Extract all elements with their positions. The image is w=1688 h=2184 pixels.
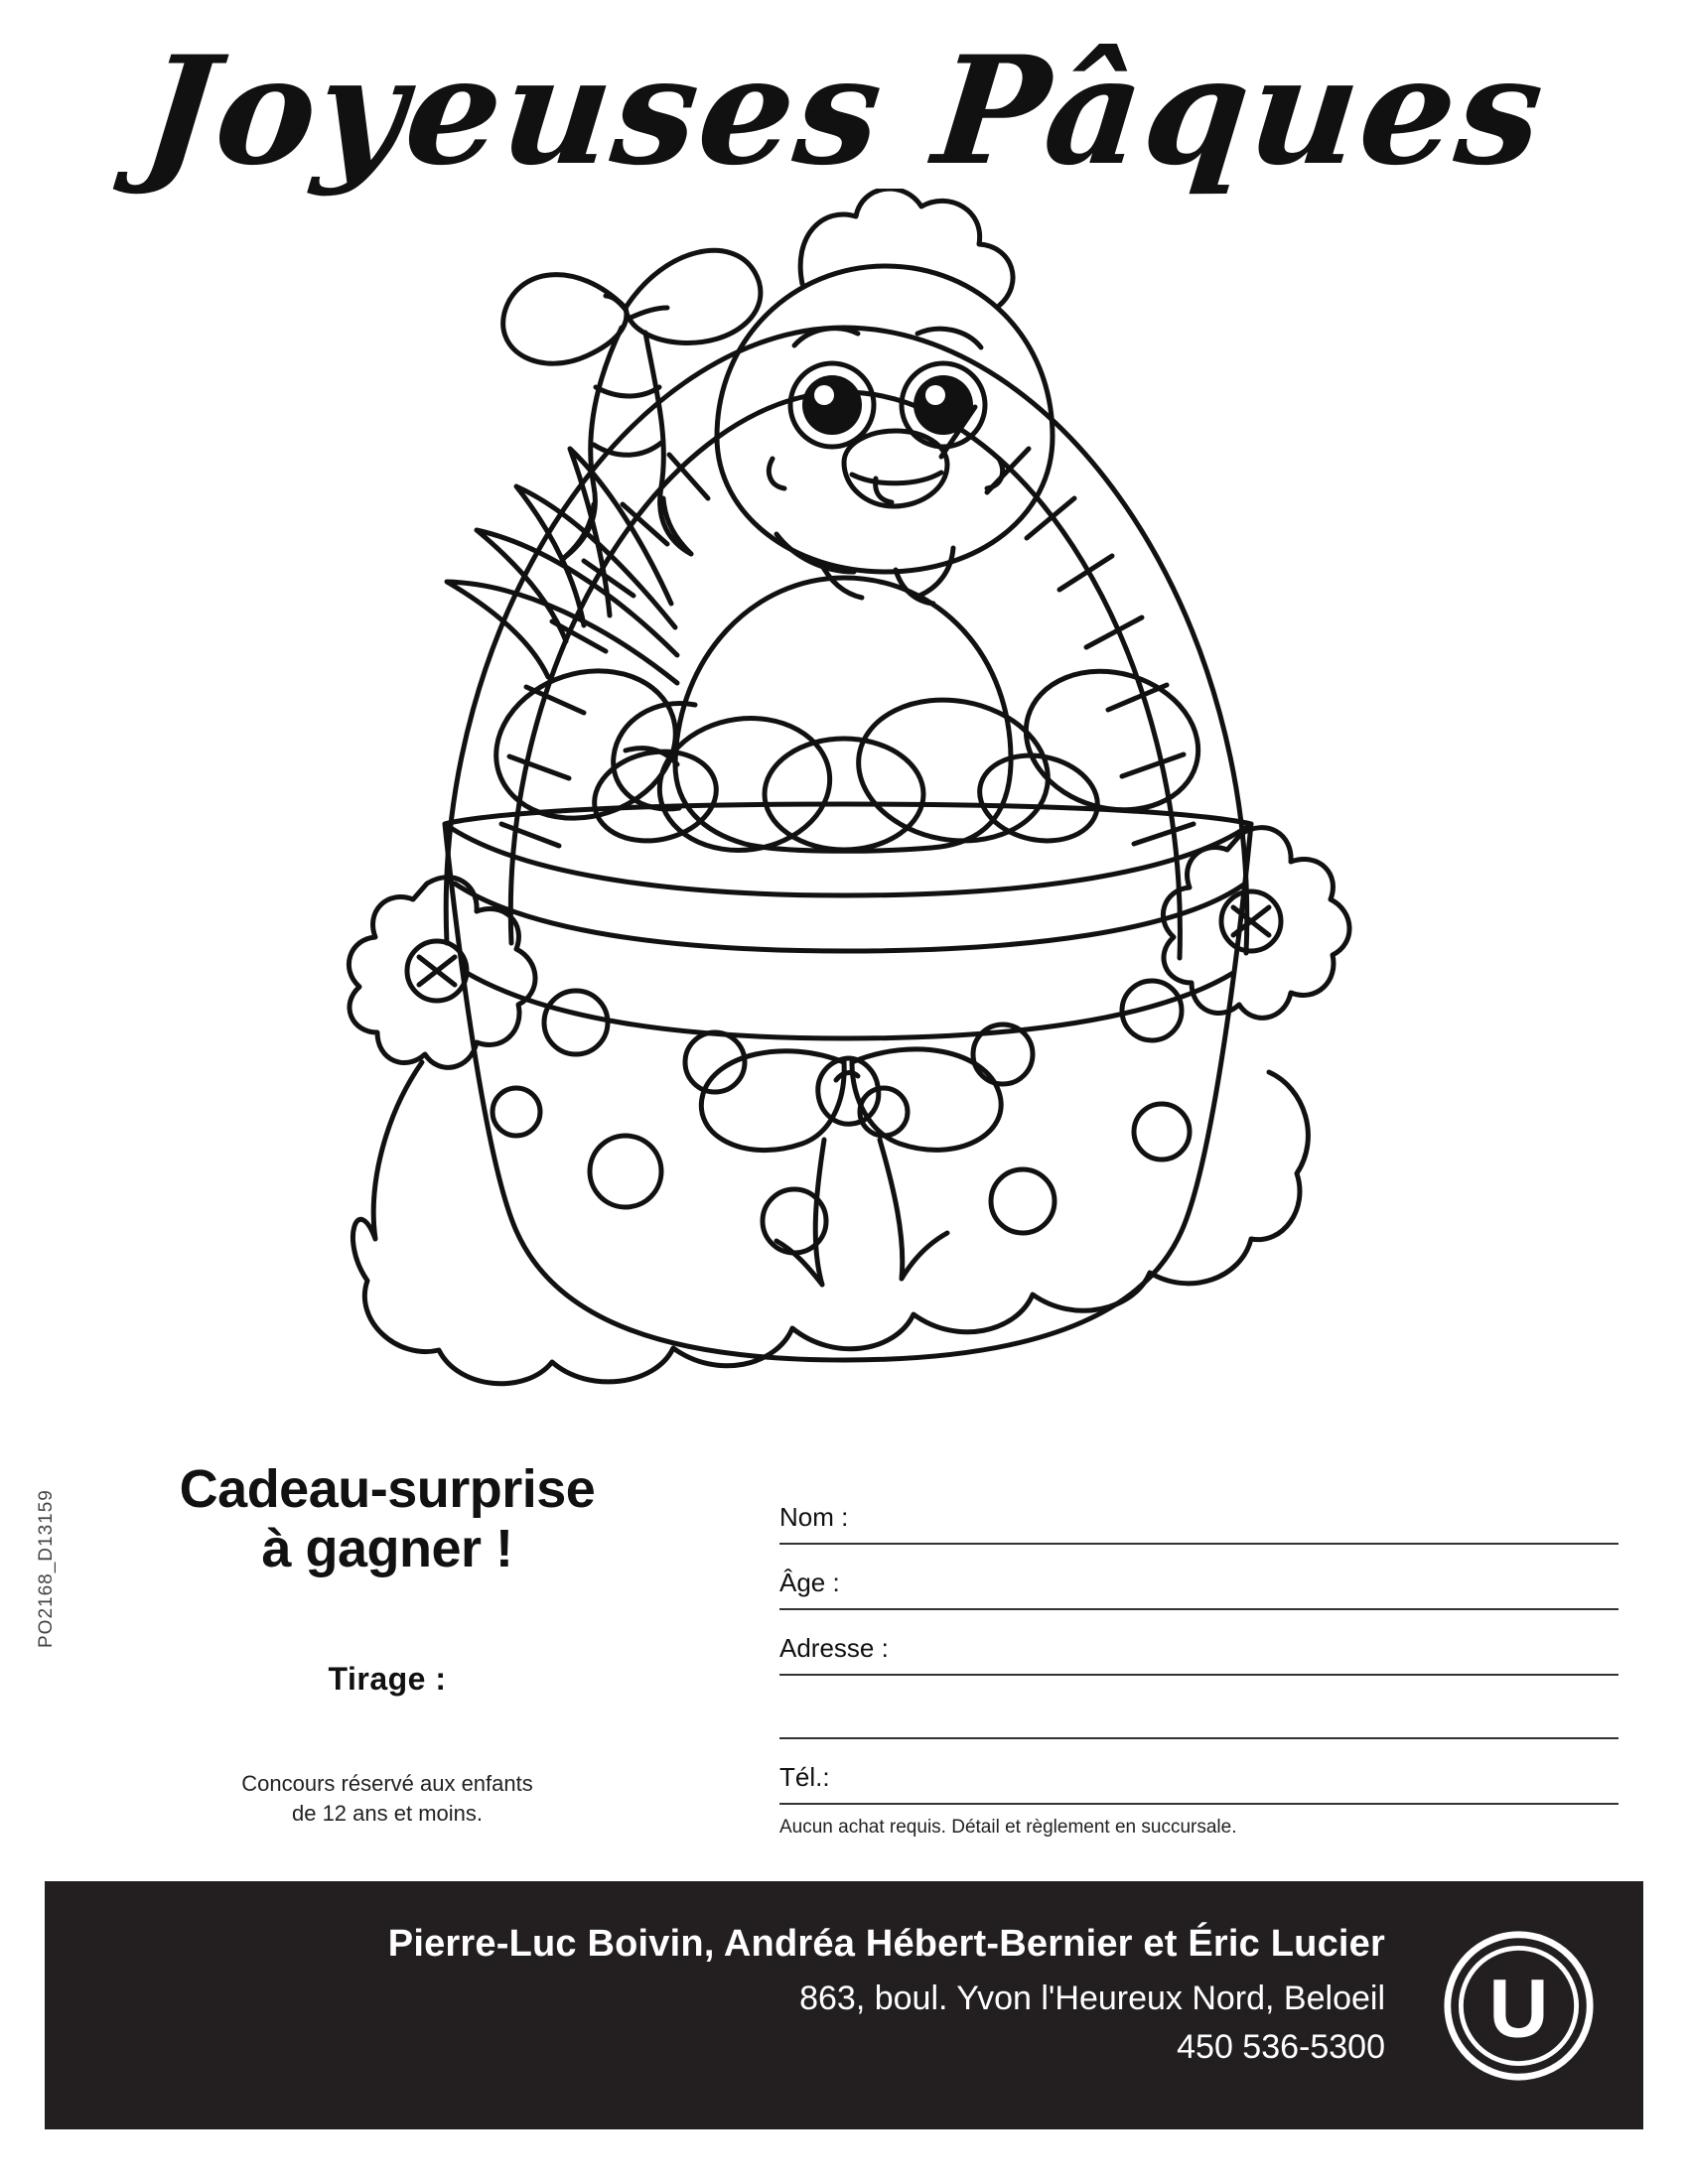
address-field-line2[interactable] xyxy=(779,1676,1618,1739)
form-disclaimer: Aucun achat requis. Détail et règlement en succursale. xyxy=(779,1817,1237,1838)
print-reference-code: PO2168_D13159 xyxy=(36,1489,57,1648)
age-field-label: Âge : xyxy=(779,1568,840,1597)
address-field-label: Adresse : xyxy=(779,1633,889,1663)
draw-label: Tirage : xyxy=(328,1660,447,1697)
footer-address: 863, boul. Yvon l'Heureux Nord, Beloeil xyxy=(799,1979,1385,2017)
name-field[interactable] xyxy=(779,1479,1618,1545)
footer-owners: Pierre-Luc Boivin, Andréa Hébert-Bernier et Éric Lucier xyxy=(387,1923,1385,1965)
footer-text xyxy=(164,1923,1385,2067)
entry-form[interactable] xyxy=(779,1479,1618,1839)
uniprix-logo-icon xyxy=(1442,1929,1596,2083)
name-field-label: Nom : xyxy=(779,1502,849,1532)
easter-basket-chick-illustration xyxy=(328,189,1370,1459)
promo-block xyxy=(119,1459,655,1828)
logo-letter: U xyxy=(1488,1962,1549,2055)
contest-terms-line2: de 12 ans et moins. xyxy=(291,1800,483,1826)
phone-field[interactable] xyxy=(779,1739,1618,1805)
contest-terms-line1: Concours réservé aux enfants xyxy=(241,1770,533,1796)
footer-phone: 450 536-5300 xyxy=(1177,2028,1385,2066)
contest-terms xyxy=(119,1769,655,1828)
phone-field-label: Tél.: xyxy=(779,1762,830,1792)
promo-headline-line1: Cadeau-surprise xyxy=(179,1459,596,1519)
footer-bar xyxy=(45,1881,1643,2129)
age-field[interactable] xyxy=(779,1545,1618,1610)
promo-headline xyxy=(119,1459,655,1579)
promo-headline-line2: à gagner ! xyxy=(261,1519,513,1579)
page-title: Joyeuses Pâques xyxy=(135,24,1553,199)
address-field[interactable] xyxy=(779,1610,1618,1676)
